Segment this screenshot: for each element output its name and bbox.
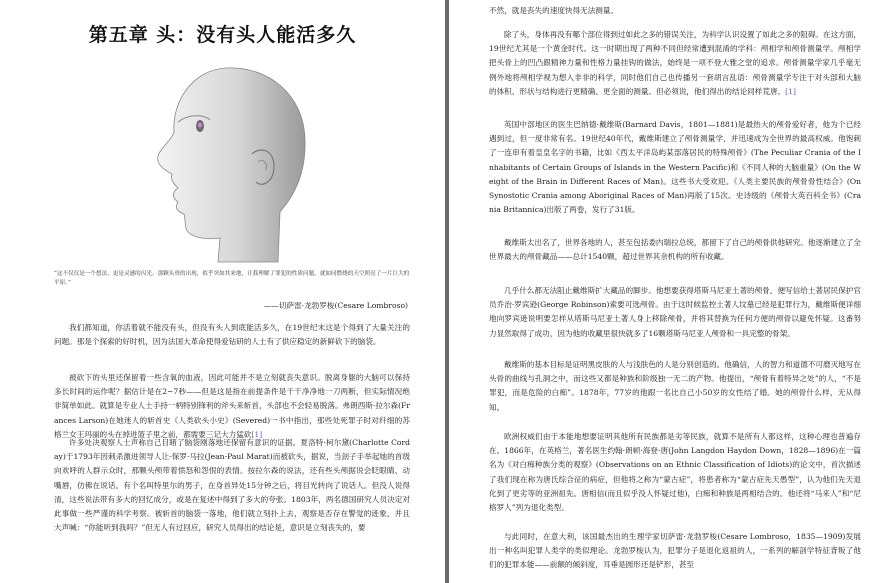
body-paragraph: 英国中部地区的医生巴纳德·戴维斯(Barnard Davis，1801—1881)是最热大的颅骨爱好者，他为个已经遇到过，但一度非常有名。19世纪40年代，戴维斯建立了颅骨测量学，并迅速成为全世界的最高权威。他饱刺了一连串有着皇皇名字的书籍，比如《西太平洋岛屿某部落居民的特殊颅骨》(The Peculiar Crania of the Inhabitants of Certain Groups of Islands in the Western Pacific)和《不同人种的大脑重量》(On the Weight of the Brain in Different Races of Man)。这些书大受欢迎。《人类主要民族的颅骨骨性结合》(On Synostotic Crania among Aboriginal Races of Man)再版了15次。史诗级的《颅骨大英百科全书》(Crania Britannica)出版了两卷，发行了31版。 [489,120,861,215]
footnote-ref[interactable]: [1] [785,86,796,96]
left-page [0,0,445,583]
body-paragraph: 几乎什么都无法阻止戴维斯扩大藏品的脚步。他想要获得塔斯马尼亚土著的颅骨，便写信给土著居民保护官员乔治·罗宾逊(George Robinson)索要可选颅骨。由于这时候监控土著人坟墓已经是犯罪行为，戴维斯便详细地向罗宾逊说明要怎样从塔斯马尼亚土著人身上移除颅骨，并将其替换为任何方便的颅骨以避免怀疑。这番努力显然取得了成功，因为他的收藏里很快就多了16颗塔斯马尼亚人颅骨和一具完整的骨架。 [489,286,861,338]
footnote-ref[interactable]: [1] [251,429,263,439]
body-paragraph [54,371,410,442]
body-paragraph: 欧洲权威们由于本能地想要证明其他所有民族都是劣等民族，就算不是所有人都这样，这种心理也普遍存在。1866年，在英格兰，著名医生约翰·朗顿·海登·唐(John Langdon Haydon Down，1828—1896)在一篇名为《对白痴种族分类的观察》(Observations on an Ethnic Classification of Idiots)的论文中，首次描述了我们现在称为唐氏综合征的病症，但他将之称为“蒙古症”，将患者称为“蒙古症先天愚型”，认为他们先天退化到了更劣等的亚洲祖先。唐相信(而且似乎没人怀疑过他)，白痴和种族是两相结合的。他还将“马来人”和“尼格罗人”列为退化类型。 [489,432,861,513]
body-paragraph: 与此同时，在意大利，该国最杰出的生理学家切萨雷·龙勃罗梭(Cesare Lombroso，1835—1909)发展出一种名叫犯罪人类学的类似理论。龙勃罗梭认为，犯罪分子是退化返祖的人，一系列的解剖学特征背叛了他们的犯罪本能——前额的倾斜度，耳垂是圆形还是铲形，甚至 [489,532,861,570]
body-paragraph: 我们都知道，你活着就不能没有头，但没有头人到底能活多久，在19世纪末这是个得到了大量关注的问题。那是个探索的好时机，因为法国大革命使得爱钻研的人士有了供应稳定的新鲜砍下的脑袋。 [54,323,410,347]
body-paragraph: 不然，就是丧失的速度快得无法测量。 [489,6,619,15]
head-profile-illustration [148,62,308,267]
paragraph-text: 被砍下的头里还保留着一些含氧的血液，因此可能并不是立刻就丧失意识。脱离身躯的大脑可以保持多长时间的运作呢？据估计是在2~7秒——但是这是指在前提条件是干干净净地一刀两断，但实际情况绝非简单如此。就算是专业人士手持一柄特别锋利的斧头来斩首，头部也不会轻易脱落。弗朗西斯·拉尔森(Frances Larson)在她迷人的斩首史《人类砍头小史》(Severed)一书中指出，那些处死罪子时对纤细的苏格兰女王玛丽的头在掉进篮子里之前，都需要三记大力猛砍 [54,373,410,439]
paragraph-text: 除了头，身体再没有哪个部位得到过如此之多的错误关注，为科学认识设置了如此之多的阻碍。在这方面，19世纪尤其是一个黄金时代。这一时期出现了两种不同但经常遭到混淆的学科：颅相学和颅骨测量学。颅相学把头骨上的凹凸跟精神力量和性格力量挂钩的做法，始终是一项不登大雅之堂的追求。颅骨测量学家几乎毫无例外地将颅相学视为想入非非的科学，同时他们自己也传播另一套胡言乱语：颅骨测量学专注于对头部和大脑的体积、形状与结构进行更精确、更全面的测量。但必须说，他们得出的结论同样荒唐。 [489,30,861,96]
body-paragraph [489,28,861,99]
body-paragraph: 许多处决观察人士声称自己目睹了脑袋刚落地还保留有意识的证据。夏洛特·柯尔黛(Charlotte Corday)于1793年因刺杀激进领导人让-保罗·马拉(Jean-Paul Marat)而被砍头，据说，当刽子手举起她的首级向欢呼的人群示众时，那颗头颅带着愤怒和怨恨的表情。按拉尔森的说法，还有些头颅据说会眨眼睛、动嘴唇，仿佛在说话。有个名叫特里尔的男子，在身首异处15分钟之后，将目光转向了说话人。但没人说得清，这些说法带有多大的回忆成分，或是在复述中得到了多大的夸张。1803年，两名德国研究人员决定对此事做一些严谨的科学考察。被斩首的脑袋一落地，他们就立刻扑上去，观察是否存在警觉的迹象，并且大声喊：“你能听到我吗？”但无人有过回应，研究人员得出的结论是，意识是立刻丧失的，要 [54,438,410,533]
right-page [449,0,896,583]
body-paragraph: 戴维斯的基本目标是证明黑皮肤的人与浅肤色的人是分别创造的。他确信，人的智力和道德不可磨灭地写在头骨的曲线与孔洞之中，而这些又都是种族和阶级独一无二的产物。他提出，“颅骨有着特异之处”的人，“不是罪犯，而是危险的白痴”。1878年，77岁的他跟一名比自己小50岁的女性结了婚。她的颅骨什么样，无从得知。 [489,360,861,412]
chapter-title: 第五章 头：没有头人能活多久 [88,24,357,46]
epigraph: “这不仅仅是一个想法，更是灵感的闪光。那颗头骨的出现，似乎突如其来地，让我理解了罪犯的性质问题，就如同燃烧的天空照亮了一片巨大的平原。” [54,271,410,287]
epigraph-attribution: ——切萨雷·龙勃罗梭(Cesare Lombroso) [263,301,408,310]
body-paragraph: 戴维斯太出名了，世界各地的人，甚至包括委内瑞拉总统，都留下了自己的颅骨供他研究。他逐渐建立了全世界最大的颅骨藏品——总计1540颗，超过世界其余机构的所有收藏。 [489,238,861,262]
